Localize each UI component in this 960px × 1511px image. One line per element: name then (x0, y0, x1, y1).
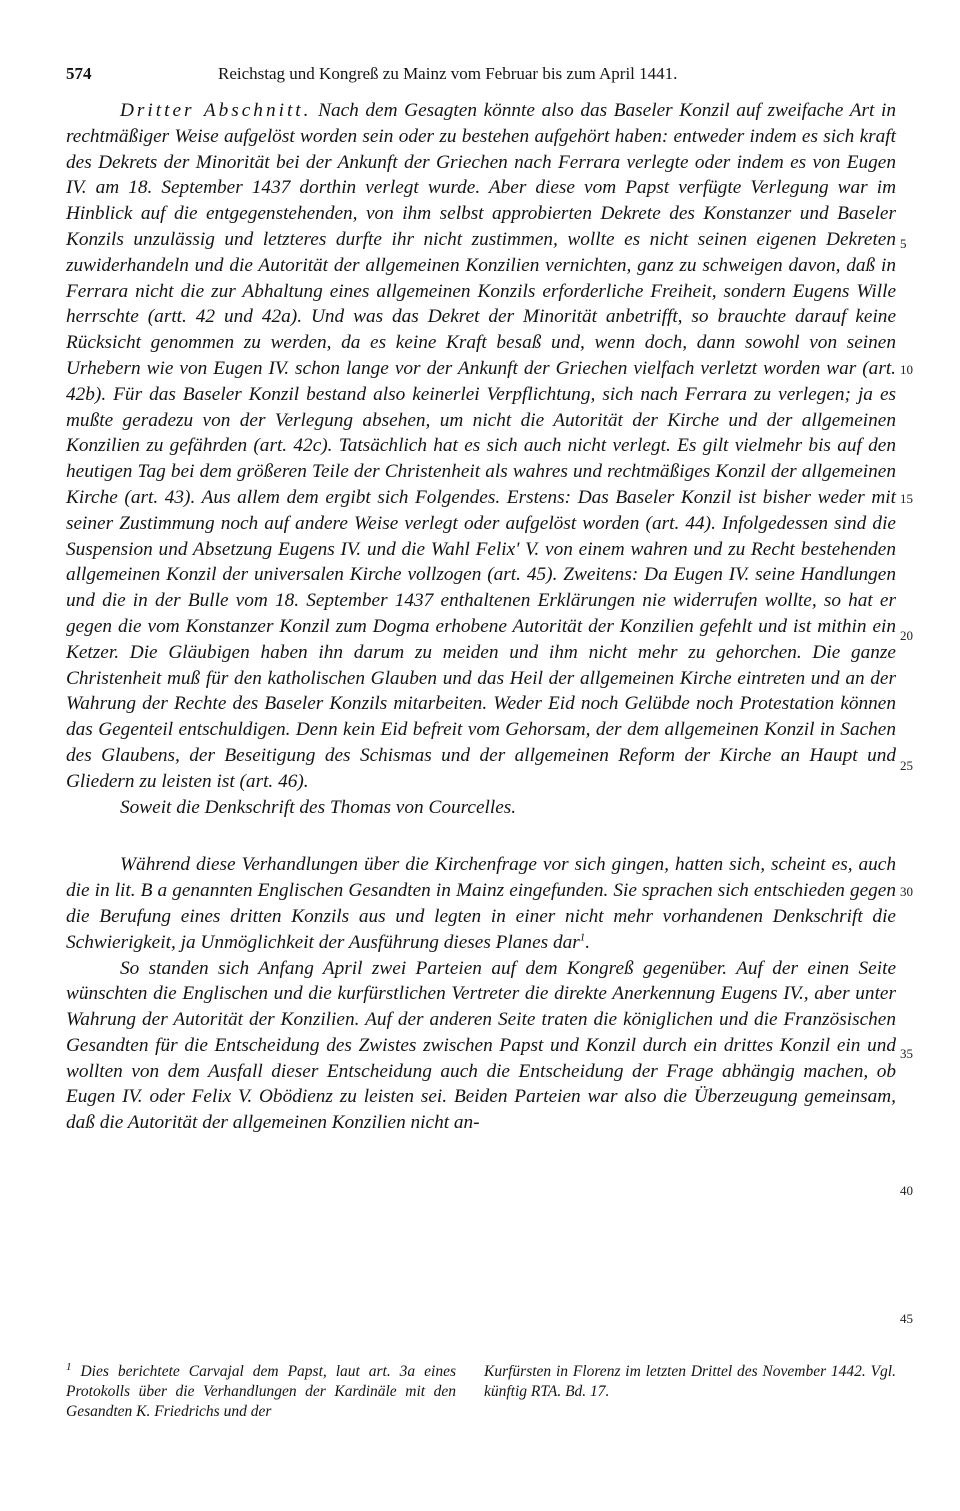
paragraph-two-parties: So standen sich Anfang April zwei Parteien auf dem Kongreß gegenüber. Auf der einen Seite wünschten die Englischen und die kurfürstlichen Vertreter die direkte Anerkennung Eugens IV., aber unter Wahrung der Autorität der Konzilien. Auf der anderen Seite traten die königlichen und die Französischen Gesandten für die Entscheidung des Zwistes zwischen Papst und Konzil durch ein drittes Konzil ein und wollten von dem Ausfall dieser Entscheidung auch die Entscheidung der Frage abhängig machen, ob Eugen IV. oder Felix V. Obödienz zu leisten sei. Beiden Parteien war also die Überzeugung gemeinsam, daß die Autorität der allgemeinen Konzilien nicht an- (66, 957, 896, 1134)
line-number: 10 (900, 362, 913, 377)
paragraph-english-envoys (66, 852, 896, 955)
line-number: 15 (900, 491, 913, 506)
section-label: Dritter Abschnitt. (120, 100, 312, 121)
running-title: Reichstag und Kongreß zu Mainz vom Februar bis zum April 1441. (218, 64, 678, 83)
line-number: 25 (900, 758, 913, 773)
line-number: 35 (900, 1046, 913, 1061)
footnote-marker: 1 (66, 1360, 72, 1373)
line-number: 45 (900, 1311, 913, 1326)
line-number: 30 (900, 884, 913, 899)
paragraph-end: . (585, 931, 591, 953)
line-number: 5 (900, 236, 907, 251)
paragraph-closing-remark: Soweit die Denkschrift des Thomas von Courcelles. (120, 796, 517, 818)
paragraph-gap (66, 820, 896, 852)
paragraph-dritter-abschnitt (66, 98, 896, 795)
paragraph-text: Nach dem Gesagten könnte also das Baseler Konzil auf zweifache Art in rechtmäßiger Weise aufgelöst worden sein oder zu bestehen aufgehört haben: entweder indem es sich kraft des Dekrets der Minorität bei der Ankunft der Griechen nach Ferrara verlegte oder indem es von Eugen IV. am 18. September 1437 dorthin verlegt wurde. Aber diese vom Papst verfügte Verlegung war im Hinblick auf die entgegenstehenden, von ihm selbst approbierten Dekrete des Konstanzer und Baseler Konzils unzulässig und letzteres durfte ihr nicht zustimmen, wollte es nicht seinen eigenen Dekreten zuwiderhandeln und die Autorität der allgemeinen Konzilien vernichten, ganz zu schweigen davon, daß in Ferrara nicht die zur Abhaltung eines allgemeinen Konzils erforderliche Freiheit, sondern Eugens Wille herrschte (artt. 42 und 42a). Und was das Dekret der Minorität anbetrifft, so brauchte darauf keine Rücksicht genommen zu werden, da es keine Kraft besaß und, wenn doch, dann sowohl von seinen Urhebern wie von Eugen IV. schon lange vor der Ankunft der Griechen vielfach verletzt worden war (art. 42b). Für das Baseler Konzil bestand also keinerlei Verpflichtung, sich nach Ferrara zu verlegen; ja es mußte geradezu von der Verlegung absehen, um nicht die Autorität der Kirche und der allgemeinen Konzilien zu gefährden (art. 42c). Tatsächlich hat es sich auch nicht verlegt. Es gilt vielmehr bis auf den heutigen Tag bei dem größeren Teile der Christenheit als wahres und rechtmäßiges Konzil der allgemeinen Kirche (art. 43). Aus allem dem ergibt sich Folgendes. Erstens: Das Baseler Konzil ist bisher weder mit seiner Zustimmung noch auf andere Weise verlegt oder aufgelöst worden (art. 44). Infolgedessen sind die Suspension und Absetzung Eugens IV. und die Wahl Felix' V. von einem wahren und zu Recht bestehenden allgemeinen Konzil der universalen Kirche vollzogen (art. 45). Zweitens: Da Eugen IV. seine Handlungen und die in der Bulle vom 18. September 1437 enthaltenen Erklärungen nie widerrufen wollte, so hat er gegen die vom Konstanzer Konzil zum Dogma erhobene Autorität der Konzilien gefehlt und ist mithin ein Ketzer. Die Gläubigen haben ihn darum zu meiden und ihm nicht mehr zu gehorchen. Die ganze Christenheit muß für den katholischen Glauben und das Heil der allgemeinen Kirche eintreten und an der Wahrung der Rechte des Baseler Konzils mitarbeiten. Weder Eid noch Gelübde noch Protestation können das Gegenteil entschuldigen. Denn kein Eid befreit vom Gehorsam, der dem allgemeinen Konzil in Sachen des Glaubens, der Beseitigung des Schismas und der allgemeinen Reform der Kirche an Haupt und Gliedern zu leisten ist (art. 46). (66, 100, 897, 792)
margin-line-numbers (900, 0, 940, 1511)
footnote-right-column: Kurfürsten in Florenz im letzten Drittel des November 1442. Vgl. künftig RTA. Bd. 17. (484, 1363, 896, 1400)
paragraph-text: Während diese Verhandlungen über die Kirchenfrage vor sich gingen, hatten sich, scheint es, auch die in lit. B a genannten Englischen Gesandten in Mainz eingefunden. Sie sprachen sich entschieden gegen die Berufung eines dritten Konzils aus und legten in einer nicht mehr vorhandenen Denkschrift die Schwierigkeit, ja Unmöglichkeit der Ausführung dieses Planes dar (66, 854, 896, 953)
main-text (66, 98, 896, 1136)
footnote-reference[interactable]: 1 (579, 931, 586, 944)
line-number: 20 (900, 628, 913, 643)
page-number: 574 (66, 64, 92, 83)
footnote-text: Dies berichtete Carvajal dem Papst, laut art. 3a eines Protokolls über die Verhandlungen der Kardinäle mit den Gesandten K. Friedrichs und der (66, 1363, 456, 1420)
footnote-left-column (66, 1362, 456, 1422)
page-header (66, 64, 896, 90)
footnotes (66, 1362, 896, 1462)
line-number: 40 (900, 1183, 913, 1198)
